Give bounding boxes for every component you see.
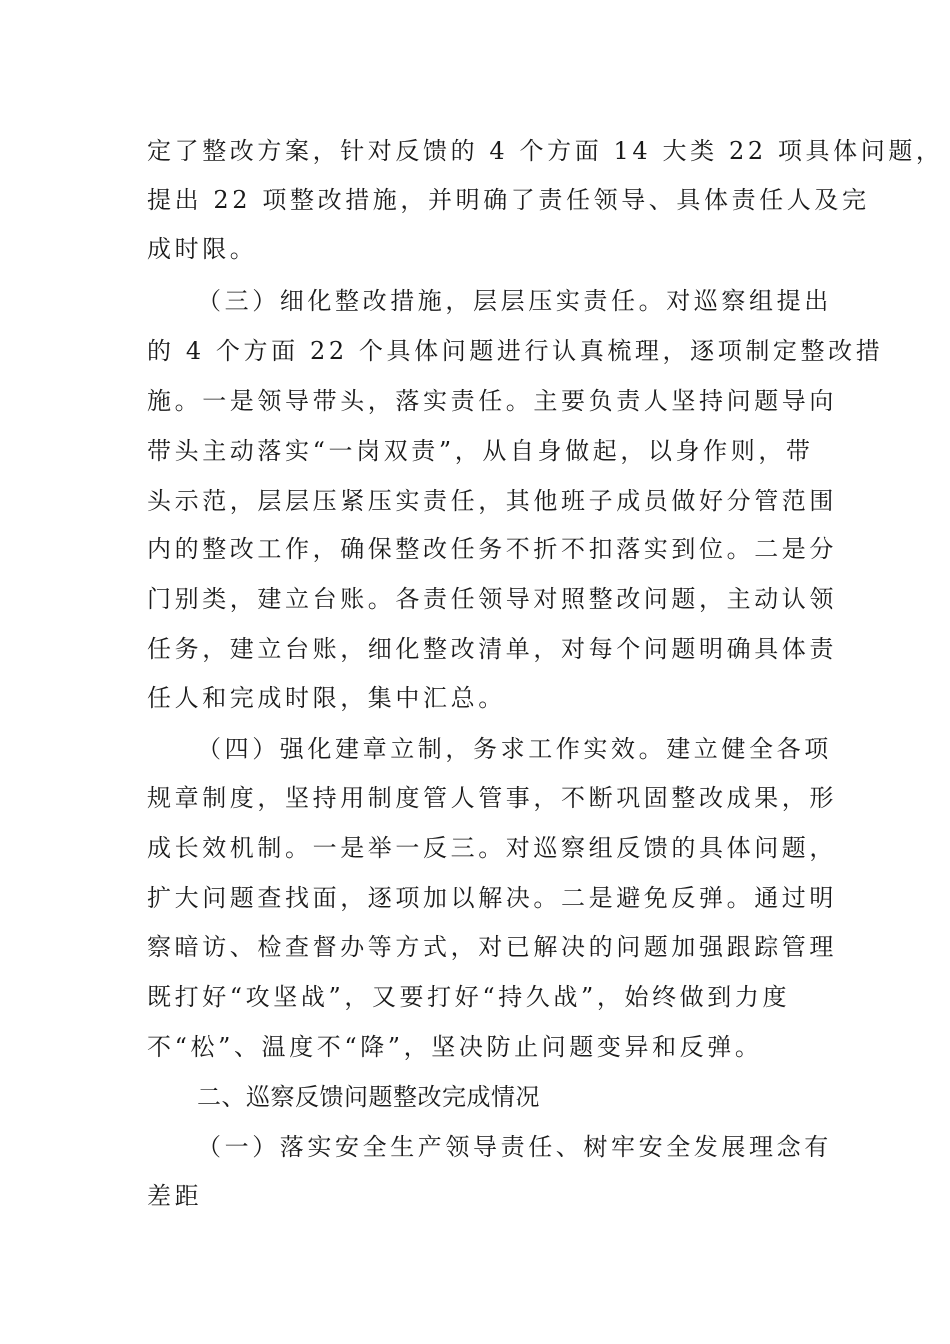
body-text-line: （四）强化建章立制，务求工作实效。建立健全各项 — [197, 735, 832, 763]
body-text-line: 内的整改工作，确保整改任务不折不扣落实到位。二是分 — [147, 535, 837, 563]
body-text-line: 差距 — [147, 1182, 203, 1210]
body-text-line: 不“松”、温度不“降”，坚决防止问题变异和反弹。 — [147, 1033, 763, 1061]
body-text-line: 定了整改方案，针对反馈的 4 个方面 14 大类 22 项具体问题， — [147, 137, 944, 165]
body-text-line: 成长效机制。一是举一反三。对巡察组反馈的具体问题， — [147, 834, 837, 862]
body-text-line: 门别类，建立台账。各责任领导对照整改问题，主动认领 — [147, 585, 837, 613]
body-text-line: 带头主动落实“一岗双责”，从自身做起，以身作则，带 — [147, 437, 814, 465]
section-heading: 二、巡察反馈问题整改完成情况 — [197, 1083, 540, 1111]
body-text-line: 提出 22 项整改措施，并明确了责任领导、具体责任人及完 — [147, 186, 870, 214]
body-text-line: 既打好“攻坚战”，又要打好“持久战”，始终做到力度 — [147, 983, 791, 1011]
body-text-line: 头示范，层层压紧压实责任，其他班子成员做好分管范围 — [147, 487, 837, 515]
body-text-line: 察暗访、检查督办等方式，对已解决的问题加强跟踪管理 — [147, 933, 837, 961]
body-text-line: 任务，建立台账，细化整改清单，对每个问题明确具体责 — [147, 635, 837, 663]
body-text-line: 成时限。 — [147, 235, 258, 263]
body-text-line: 的 4 个方面 22 个具体问题进行认真梳理，逐项制定整改措 — [147, 337, 884, 365]
body-text-line: 规章制度，坚持用制度管人管事，不断巩固整改成果，形 — [147, 784, 837, 812]
body-text-line: 施。一是领导带头，落实责任。主要负责人坚持问题导向 — [147, 387, 837, 415]
body-text-line: 任人和完成时限，集中汇总。 — [147, 684, 506, 712]
body-text-line: （一）落实安全生产领导责任、树牢安全发展理念有 — [197, 1133, 832, 1161]
body-text-line: （三）细化整改措施，层层压实责任。对巡察组提出 — [197, 287, 832, 315]
body-text-line: 扩大问题查找面，逐项加以解决。二是避免反弹。通过明 — [147, 884, 837, 912]
